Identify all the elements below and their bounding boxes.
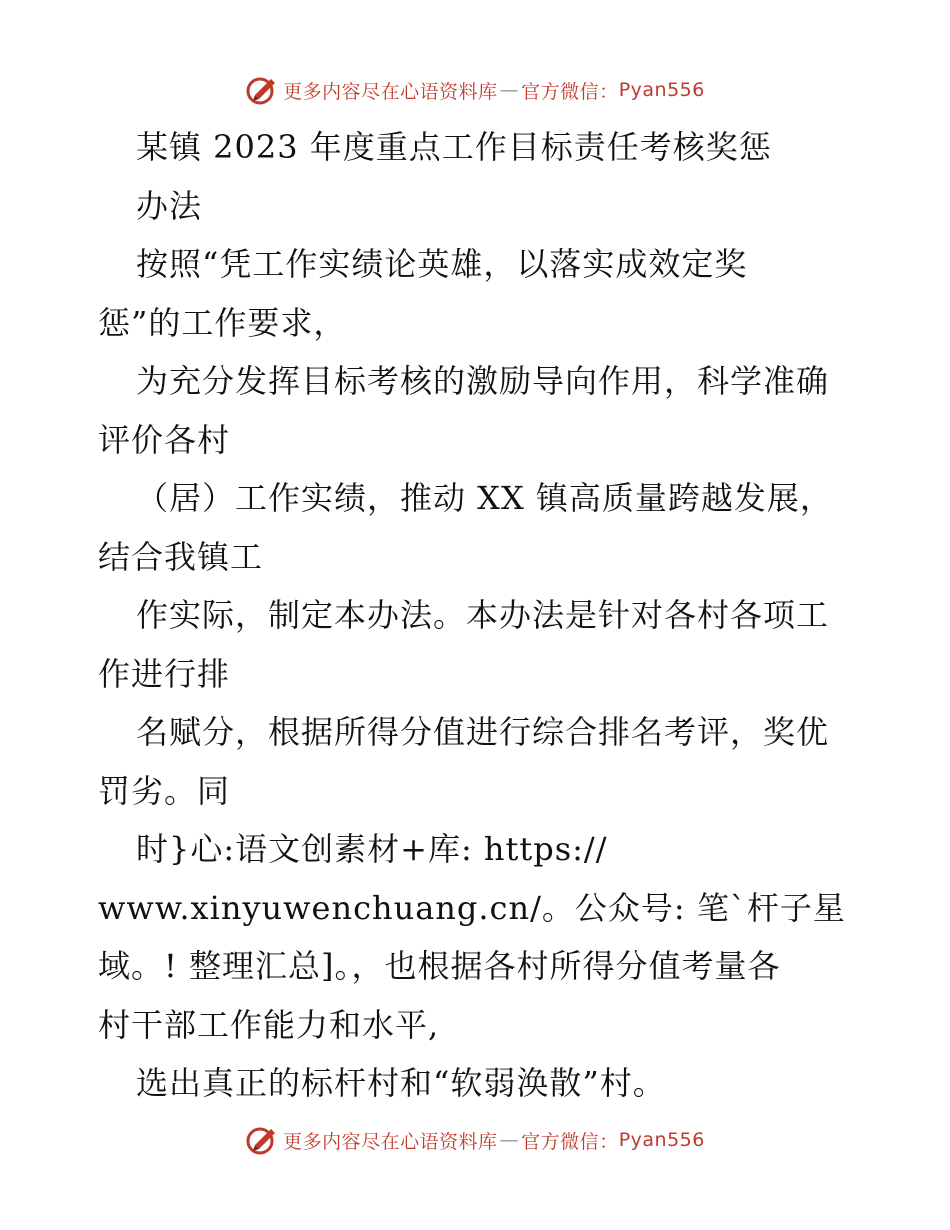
paragraph-line: 惩”的工作要求， [98, 303, 347, 342]
paragraph-line: 选出真正的标杆村和“软弱涣散”村。 [136, 1064, 666, 1102]
footer-watermark [0, 1120, 950, 1160]
paragraph-line: 作进行排 [98, 654, 231, 693]
doc-title-line-2: 办法 [136, 186, 203, 225]
watermark-brand: 更多内容尽在心语资料库 [283, 80, 498, 103]
watermark-separator: — [499, 79, 520, 101]
paragraph-line: 罚劣。同 [98, 771, 231, 810]
header-watermark [0, 70, 950, 110]
paragraph-line: www.xinyuwenchuang.cn/。公众号: 笔`杆子星 [98, 888, 846, 927]
watermark-wechat-id: Pyan556 [618, 79, 705, 101]
pen-logo-icon [245, 73, 279, 107]
paragraph-line: 名赋分，根据所得分值进行综合排名考评，奖优 [136, 713, 830, 751]
paragraph-line: 域。! 整理汇总]。，也根据各村所得分值考量各 [98, 947, 781, 985]
paragraph-line: 评价各村 [98, 420, 231, 459]
paragraph-line: 为充分发挥目标考核的激励导向作用，科学准确 [136, 362, 830, 400]
paragraph-line: 结合我镇工 [98, 537, 264, 576]
doc-title-line-1: 某镇 2023 年度重点工作目标责任考核奖惩 [136, 128, 772, 166]
paragraph-line: 村干部工作能力和水平, [98, 1005, 440, 1044]
watermark-wechat-id: Pyan556 [618, 1129, 705, 1151]
paragraph-line: 按照“凭工作实绩论英雄，以落实成效定奖 [136, 245, 748, 283]
paragraph-line: 时}心:语文创素材+库: https:// [136, 830, 608, 868]
watermark-separator: — [499, 1129, 520, 1151]
watermark-brand: 更多内容尽在心语资料库 [283, 1130, 498, 1153]
paragraph-line: （居）工作实绩，推动 XX 镇高质量跨越发展， [136, 479, 833, 517]
pen-logo-icon [245, 1123, 279, 1157]
document-body [98, 118, 858, 1113]
paragraph-line: 作实际，制定本办法。本办法是针对各村各项工 [136, 596, 830, 634]
watermark-wechat-label: 官方微信： [521, 80, 619, 103]
watermark-wechat-label: 官方微信： [521, 1130, 619, 1153]
